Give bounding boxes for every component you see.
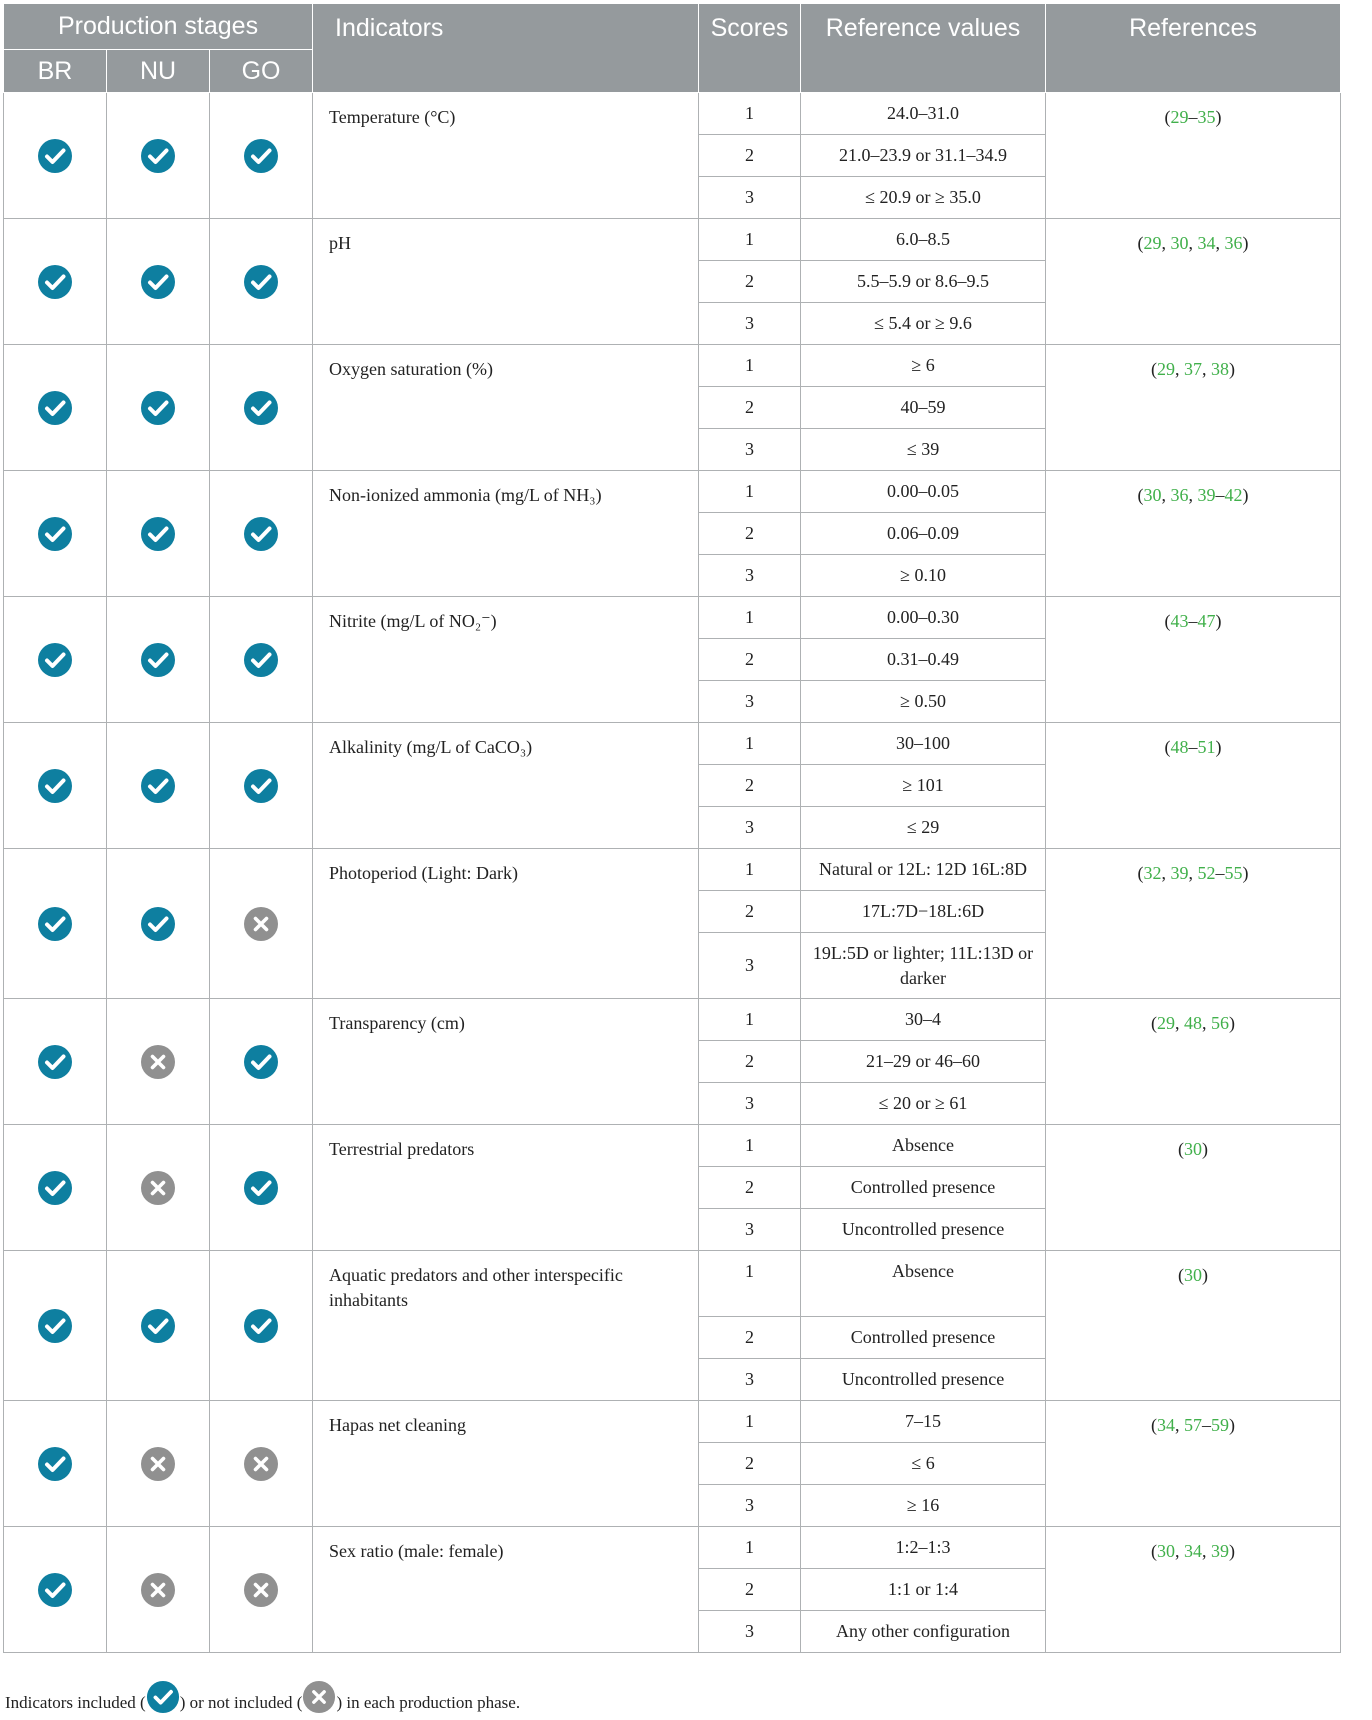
- score-cell: 2: [699, 135, 801, 177]
- stage-cell-br: [4, 999, 107, 1125]
- check-circle-icon: [243, 774, 279, 794]
- reference-separator: ,: [1188, 485, 1198, 505]
- indicator-name: Terrestrial predators: [313, 1125, 699, 1251]
- reference-value-cell: 1:2–1:3: [801, 1527, 1046, 1569]
- indicator-name: Transparency (cm): [313, 999, 699, 1125]
- score-cell: 2: [699, 639, 801, 681]
- table-row: [4, 219, 1341, 261]
- reference-link[interactable]: 29: [1143, 233, 1162, 253]
- check-circle-icon: [37, 522, 73, 542]
- check-circle-icon: [37, 1176, 73, 1196]
- stage-cell-br: [4, 219, 107, 345]
- indicator-name: Sex ratio (male: female): [313, 1527, 699, 1653]
- stage-cell-nu: [107, 723, 210, 849]
- score-cell: 3: [699, 429, 801, 471]
- reference-link[interactable]: 43: [1170, 611, 1189, 631]
- score-cell: 3: [699, 807, 801, 849]
- stage-cell-br: [4, 1125, 107, 1251]
- x-circle-icon: [140, 1452, 176, 1472]
- reference-link[interactable]: 34: [1184, 1541, 1203, 1561]
- indicator-name: Alkalinity (mg/L of CaCO₃): [313, 723, 699, 849]
- indicator-name: pH: [313, 219, 699, 345]
- reference-separator: –: [1215, 863, 1225, 883]
- reference-link[interactable]: 38: [1211, 359, 1230, 379]
- x-circle-icon: [243, 912, 279, 932]
- score-cell: 1: [699, 471, 801, 513]
- stage-cell-nu: [107, 849, 210, 999]
- footnote: [5, 1693, 520, 1714]
- stage-cell-nu: [107, 93, 210, 219]
- reference-separator: ,: [1175, 1541, 1185, 1561]
- reference-value-cell: 21.0–23.9 or 31.1–34.9: [801, 135, 1046, 177]
- reference-value-cell: 6.0–8.5: [801, 219, 1046, 261]
- reference-link[interactable]: 30: [1157, 1541, 1176, 1561]
- reference-link[interactable]: 39: [1170, 863, 1189, 883]
- check-circle-icon: [140, 270, 176, 290]
- scores-header: Scores: [699, 4, 801, 93]
- stage-cell-br: [4, 597, 107, 723]
- check-circle-icon: [37, 912, 73, 932]
- table-row: [4, 999, 1341, 1041]
- table-row: [4, 471, 1341, 513]
- score-cell: 3: [699, 555, 801, 597]
- reference-value-cell: ≥ 0.50: [801, 681, 1046, 723]
- references-cell: (43–47): [1046, 597, 1341, 723]
- stage-header-br: BR: [4, 50, 107, 93]
- reference-link[interactable]: 35: [1197, 107, 1216, 127]
- reference-separator: –: [1202, 1415, 1212, 1435]
- stage-header-go: GO: [210, 50, 313, 93]
- reference-link[interactable]: 29: [1157, 359, 1176, 379]
- reference-value-cell: 30–100: [801, 723, 1046, 765]
- reference-value-cell: Uncontrolled presence: [801, 1209, 1046, 1251]
- stage-cell-nu: [107, 1251, 210, 1401]
- score-cell: 3: [699, 1083, 801, 1125]
- check-circle-icon: [140, 144, 176, 164]
- reference-link[interactable]: 30: [1184, 1265, 1203, 1285]
- score-cell: 2: [699, 891, 801, 933]
- check-circle-icon: [37, 144, 73, 164]
- reference-link[interactable]: 48: [1170, 737, 1189, 757]
- check-circle-icon: [243, 396, 279, 416]
- reference-value-cell: ≤ 20 or ≥ 61: [801, 1083, 1046, 1125]
- score-cell: 2: [699, 513, 801, 555]
- check-circle-icon: [140, 912, 176, 932]
- reference-value-cell: 17L:7D−18L:6D: [801, 891, 1046, 933]
- reference-link[interactable]: 47: [1197, 611, 1216, 631]
- stage-cell-br: [4, 849, 107, 999]
- reference-separator: –: [1188, 737, 1198, 757]
- stage-cell-br: [4, 471, 107, 597]
- stage-cell-nu: [107, 471, 210, 597]
- score-cell: 3: [699, 1611, 801, 1653]
- indicator-name: Photoperiod (Light: Dark): [313, 849, 699, 999]
- reference-value-cell: 1:1 or 1:4: [801, 1569, 1046, 1611]
- reference-value-cell: ≤ 20.9 or ≥ 35.0: [801, 177, 1046, 219]
- reference-value-cell: Absence: [801, 1251, 1046, 1317]
- check-circle-icon: [37, 1452, 73, 1472]
- reference-link[interactable]: 29: [1170, 107, 1189, 127]
- indicator-name: Oxygen saturation (%): [313, 345, 699, 471]
- check-circle-icon: [37, 396, 73, 416]
- references-header: References: [1046, 4, 1341, 93]
- footnote-text-3: ) in each production phase.: [336, 1693, 521, 1712]
- score-cell: 1: [699, 1401, 801, 1443]
- score-cell: 1: [699, 597, 801, 639]
- stage-cell-go: [210, 219, 313, 345]
- reference-link[interactable]: 30: [1170, 233, 1189, 253]
- score-cell: 2: [699, 387, 801, 429]
- stage-cell-nu: [107, 1125, 210, 1251]
- stage-cell-br: [4, 1527, 107, 1653]
- x-circle-icon: [302, 1693, 336, 1712]
- check-circle-icon: [37, 648, 73, 668]
- table-row: [4, 1527, 1341, 1569]
- reference-value-cell: 24.0–31.0: [801, 93, 1046, 135]
- stage-cell-go: [210, 999, 313, 1125]
- reference-value-cell: 5.5–5.9 or 8.6–9.5: [801, 261, 1046, 303]
- table-row: [4, 849, 1341, 891]
- check-circle-icon: [243, 1176, 279, 1196]
- x-circle-icon: [140, 1176, 176, 1196]
- reference-link[interactable]: 42: [1224, 485, 1243, 505]
- reference-link[interactable]: 55: [1224, 863, 1243, 883]
- stage-cell-go: [210, 1401, 313, 1527]
- reference-separator: ,: [1202, 1013, 1212, 1033]
- reference-value-cell: 0.00–0.05: [801, 471, 1046, 513]
- references-cell: (29, 37, 38): [1046, 345, 1341, 471]
- stage-cell-go: [210, 471, 313, 597]
- footnote-text-2: ) or not included (: [179, 1693, 303, 1712]
- score-cell: 2: [699, 1317, 801, 1359]
- reference-link[interactable]: 56: [1211, 1013, 1230, 1033]
- reference-link[interactable]: 52: [1197, 863, 1216, 883]
- reference-link[interactable]: 48: [1184, 1013, 1203, 1033]
- check-circle-icon: [243, 648, 279, 668]
- indicator-name: Temperature (°C): [313, 93, 699, 219]
- reference-separator: ,: [1215, 233, 1225, 253]
- reference-value-cell: ≤ 5.4 or ≥ 9.6: [801, 303, 1046, 345]
- reference-value-cell: ≤ 6: [801, 1443, 1046, 1485]
- check-circle-icon: [37, 774, 73, 794]
- check-circle-icon: [37, 1314, 73, 1334]
- score-cell: 1: [699, 849, 801, 891]
- check-circle-icon: [243, 1050, 279, 1070]
- reference-link[interactable]: 34: [1197, 233, 1216, 253]
- reference-separator: ,: [1188, 233, 1198, 253]
- stage-cell-go: [210, 597, 313, 723]
- references-cell: (30): [1046, 1125, 1341, 1251]
- reference-link[interactable]: 32: [1143, 863, 1162, 883]
- reference-link[interactable]: 29: [1157, 1013, 1176, 1033]
- reference-value-cell: ≥ 16: [801, 1485, 1046, 1527]
- score-cell: 1: [699, 345, 801, 387]
- reference-link[interactable]: 37: [1184, 359, 1203, 379]
- indicators-table: [3, 3, 1341, 1653]
- reference-value-cell: 40–59: [801, 387, 1046, 429]
- stage-cell-nu: [107, 219, 210, 345]
- reference-separator: ,: [1175, 359, 1185, 379]
- score-cell: 1: [699, 1251, 801, 1317]
- stage-cell-nu: [107, 1401, 210, 1527]
- reference-separator: ,: [1161, 485, 1171, 505]
- score-cell: 2: [699, 1041, 801, 1083]
- check-circle-icon: [140, 522, 176, 542]
- x-circle-icon: [243, 1578, 279, 1598]
- reference-link[interactable]: 39: [1197, 485, 1216, 505]
- reference-separator: ,: [1175, 1013, 1185, 1033]
- check-circle-icon: [140, 648, 176, 668]
- references-cell: (30): [1046, 1251, 1341, 1401]
- references-cell: (32, 39, 52–55): [1046, 849, 1341, 999]
- score-cell: 3: [699, 933, 801, 999]
- score-cell: 3: [699, 1209, 801, 1251]
- reference-value-cell: 21–29 or 46–60: [801, 1041, 1046, 1083]
- score-cell: 1: [699, 93, 801, 135]
- references-cell: (29–35): [1046, 93, 1341, 219]
- reference-link[interactable]: 34: [1157, 1415, 1176, 1435]
- references-cell: (29, 30, 34, 36): [1046, 219, 1341, 345]
- stage-cell-go: [210, 723, 313, 849]
- score-cell: 3: [699, 1359, 801, 1401]
- score-cell: 1: [699, 999, 801, 1041]
- check-circle-icon: [140, 396, 176, 416]
- check-circle-icon: [243, 522, 279, 542]
- table-row: [4, 723, 1341, 765]
- reference-value-cell: 7–15: [801, 1401, 1046, 1443]
- reference-value-cell: 19L:5D or lighter; 11L:13D or darker: [801, 933, 1046, 999]
- reference-value-cell: Controlled presence: [801, 1167, 1046, 1209]
- stage-cell-br: [4, 93, 107, 219]
- indicator-name: Aquatic predators and other interspecific inhabitants: [313, 1251, 699, 1401]
- reference-link[interactable]: 36: [1224, 233, 1243, 253]
- reference-separator: ,: [1161, 863, 1171, 883]
- reference-value-cell: ≥ 101: [801, 765, 1046, 807]
- reference-value-cell: ≤ 39: [801, 429, 1046, 471]
- check-circle-icon: [37, 1578, 73, 1598]
- score-cell: 1: [699, 1125, 801, 1167]
- stage-cell-nu: [107, 1527, 210, 1653]
- indicator-name: Non-ionized ammonia (mg/L of NH₃): [313, 471, 699, 597]
- check-circle-icon: [243, 270, 279, 290]
- score-cell: 2: [699, 1443, 801, 1485]
- reference-value-cell: ≤ 29: [801, 807, 1046, 849]
- stage-cell-go: [210, 849, 313, 999]
- check-circle-icon: [140, 1314, 176, 1334]
- score-cell: 3: [699, 1485, 801, 1527]
- reference-value-cell: ≥ 0.10: [801, 555, 1046, 597]
- stage-cell-go: [210, 1251, 313, 1401]
- production-stages-header: Production stages: [4, 4, 313, 50]
- x-circle-icon: [243, 1452, 279, 1472]
- score-cell: 2: [699, 1569, 801, 1611]
- stage-cell-go: [210, 345, 313, 471]
- stage-cell-go: [210, 1527, 313, 1653]
- score-cell: 2: [699, 765, 801, 807]
- stage-header-nu: NU: [107, 50, 210, 93]
- reference-link[interactable]: 59: [1211, 1415, 1230, 1435]
- reference-separator: –: [1215, 485, 1225, 505]
- stage-cell-br: [4, 1251, 107, 1401]
- reference-value-cell: 30–4: [801, 999, 1046, 1041]
- table-row: [4, 345, 1341, 387]
- check-circle-icon: [140, 774, 176, 794]
- stage-cell-nu: [107, 597, 210, 723]
- table-row: [4, 597, 1341, 639]
- reference-separator: ,: [1202, 359, 1212, 379]
- reference-link[interactable]: 57: [1184, 1415, 1203, 1435]
- stage-cell-go: [210, 1125, 313, 1251]
- reference-value-cell: 0.31–0.49: [801, 639, 1046, 681]
- references-cell: (30, 36, 39–42): [1046, 471, 1341, 597]
- score-cell: 3: [699, 303, 801, 345]
- reference-value-cell: ≥ 6: [801, 345, 1046, 387]
- x-circle-icon: [140, 1050, 176, 1070]
- indicator-name: Nitrite (mg/L of NO₂⁻): [313, 597, 699, 723]
- reference-value-cell: Uncontrolled presence: [801, 1359, 1046, 1401]
- footnote-text-1: Indicators included (: [5, 1693, 146, 1712]
- score-cell: 3: [699, 177, 801, 219]
- check-circle-icon: [37, 270, 73, 290]
- stage-cell-nu: [107, 345, 210, 471]
- reference-value-cell: 0.00–0.30: [801, 597, 1046, 639]
- score-cell: 1: [699, 219, 801, 261]
- score-cell: 1: [699, 1527, 801, 1569]
- indicator-name: Hapas net cleaning: [313, 1401, 699, 1527]
- reference-separator: ,: [1175, 1415, 1185, 1435]
- stage-cell-br: [4, 723, 107, 849]
- stage-cell-br: [4, 345, 107, 471]
- score-cell: 3: [699, 681, 801, 723]
- reference-separator: –: [1188, 107, 1198, 127]
- check-circle-icon: [243, 144, 279, 164]
- reference-values-header: Reference values: [801, 4, 1046, 93]
- references-cell: (30, 34, 39): [1046, 1527, 1341, 1653]
- check-circle-icon: [37, 1050, 73, 1070]
- reference-separator: ,: [1202, 1541, 1212, 1561]
- check-circle-icon: [146, 1693, 180, 1712]
- reference-value-cell: Absence: [801, 1125, 1046, 1167]
- reference-link[interactable]: 30: [1143, 485, 1162, 505]
- score-cell: 2: [699, 261, 801, 303]
- reference-value-cell: 0.06–0.09: [801, 513, 1046, 555]
- reference-separator: ,: [1161, 233, 1171, 253]
- table-row: [4, 1401, 1341, 1443]
- reference-value-cell: Any other configuration: [801, 1611, 1046, 1653]
- reference-value-cell: Natural or 12L: 12D 16L:8D: [801, 849, 1046, 891]
- references-cell: (48–51): [1046, 723, 1341, 849]
- reference-link[interactable]: 51: [1197, 737, 1216, 757]
- stage-cell-br: [4, 1401, 107, 1527]
- reference-link[interactable]: 30: [1184, 1139, 1203, 1159]
- table-row: [4, 1125, 1341, 1167]
- x-circle-icon: [140, 1578, 176, 1598]
- indicators-header: Indicators: [313, 4, 699, 93]
- score-cell: 2: [699, 1167, 801, 1209]
- stage-cell-nu: [107, 999, 210, 1125]
- reference-separator: –: [1188, 611, 1198, 631]
- check-circle-icon: [243, 1314, 279, 1334]
- reference-link[interactable]: 39: [1211, 1541, 1230, 1561]
- table-row: [4, 93, 1341, 135]
- reference-separator: ,: [1188, 863, 1198, 883]
- stage-cell-go: [210, 93, 313, 219]
- score-cell: 1: [699, 723, 801, 765]
- references-cell: (34, 57–59): [1046, 1401, 1341, 1527]
- table-row: [4, 1251, 1341, 1317]
- reference-link[interactable]: 36: [1170, 485, 1189, 505]
- reference-value-cell: Controlled presence: [801, 1317, 1046, 1359]
- references-cell: (29, 48, 56): [1046, 999, 1341, 1125]
